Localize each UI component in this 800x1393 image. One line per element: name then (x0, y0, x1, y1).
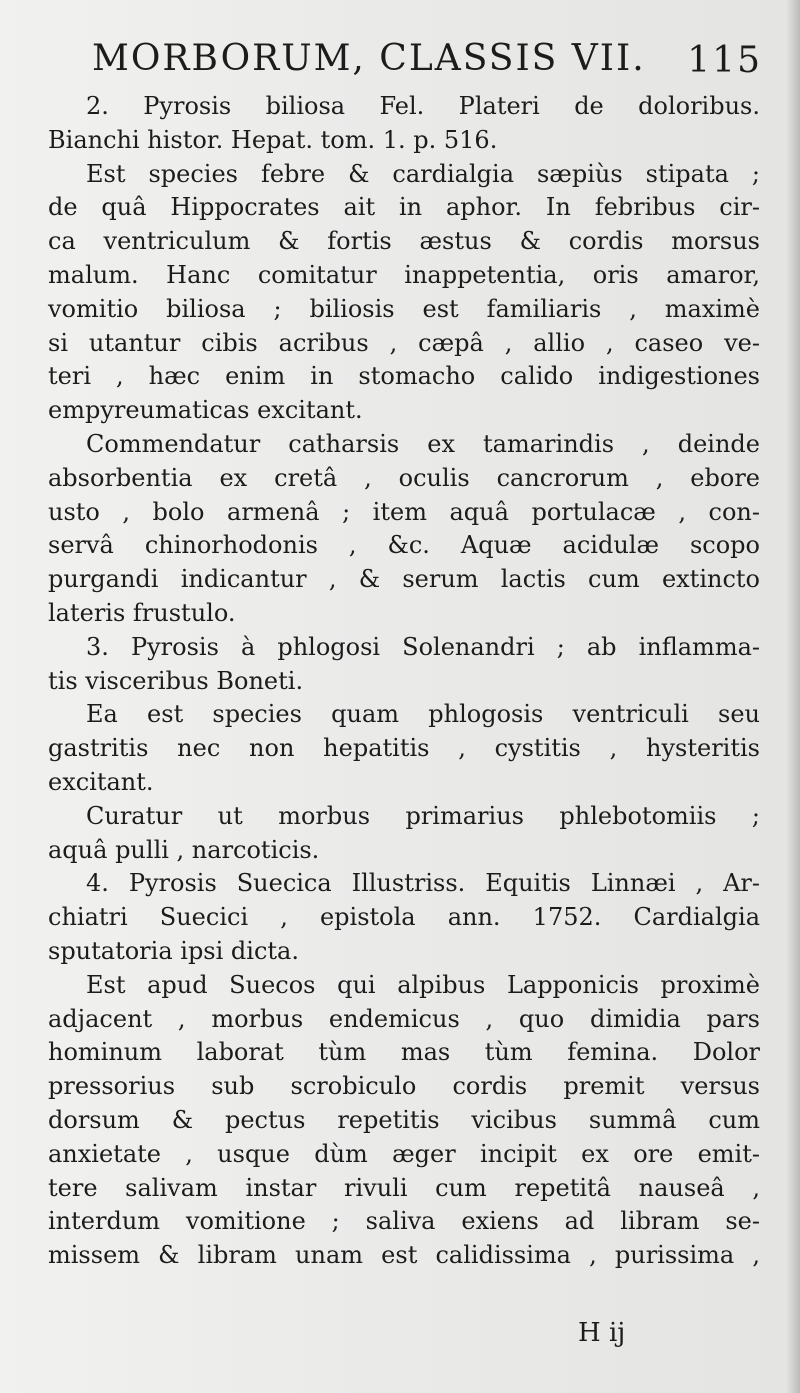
text-line: de quâ Hippocrates ait in aphor. In febribus cir- (48, 193, 760, 221)
text-line: 3. Pyrosis à phlogosi Solenandri ; ab inflamma- (86, 633, 760, 661)
text-line: si utantur cibis acribus , cæpâ , allio , caseo ve- (48, 329, 760, 357)
text-line: hominum laborat tùm mas tùm femina. Dolor (48, 1038, 760, 1066)
running-title: MORBORUM, CLASSIS VII. (92, 38, 646, 79)
text-line: gastritis nec non hepatitis , cystitis , hysteritis (48, 734, 760, 762)
text-line: absorbentia ex cretâ , oculis cancrorum , ebore (48, 464, 760, 492)
text-line: dorsum & pectus repetitis vicibus summâ cum (48, 1106, 760, 1134)
running-header (92, 38, 762, 88)
text-line: interdum vomitione ; saliva exiens ad libram se- (48, 1207, 760, 1235)
text-line: purgandi indicantur , & serum lactis cum extincto (48, 565, 760, 593)
text-line: lateris frustulo. (48, 599, 236, 627)
text-line: chiatri Suecici , epistola ann. 1752. Cardialgia (48, 903, 760, 931)
page-number: 115 (687, 40, 762, 81)
text-line: 4. Pyrosis Suecica Illustriss. Equitis Linnæi , Ar- (86, 869, 760, 897)
text-line: pressorius sub scrobiculo cordis premit versus (48, 1072, 760, 1100)
text-line: missem & libram unam est calidissima , purissima , (48, 1241, 760, 1269)
page-gutter-shadow (786, 0, 800, 1393)
text-line: Est apud Suecos qui alpibus Lapponicis proximè (86, 971, 760, 999)
text-line: Bianchi histor. Hepat. tom. 1. p. 516. (48, 126, 498, 154)
text-line: adjacent , morbus endemicus , quo dimidia pars (48, 1005, 760, 1033)
text-line: excitant. (48, 768, 154, 796)
text-line: anxietate , usque dùm æger incipit ex ore emit- (48, 1140, 760, 1168)
signature-mark: H ij (578, 1318, 626, 1348)
text-line: Commendatur catharsis ex tamarindis , deinde (86, 430, 760, 458)
text-line: Ea est species quam phlogosis ventriculi seu (86, 700, 760, 728)
text-line: aquâ pulli , narcoticis. (48, 836, 320, 864)
text-line: servâ chinorhodonis , &c. Aquæ acidulæ scopo (48, 531, 760, 559)
text-line: empyreumaticas excitant. (48, 396, 363, 424)
text-line: tere salivam instar rivuli cum repetitâ nauseâ , (48, 1174, 760, 1202)
text-line: malum. Hanc comitatur inappetentia, oris amaror, (48, 261, 760, 289)
text-line: 2. Pyrosis biliosa Fel. Plateri de doloribus. (86, 92, 760, 120)
text-line: tis visceribus Boneti. (48, 667, 304, 695)
text-line: Curatur ut morbus primarius phlebotomiis ; (86, 802, 760, 830)
text-line: ca ventriculum & fortis æstus & cordis morsus (48, 227, 760, 255)
text-line: vomitio biliosa ; biliosis est familiaris , maximè (48, 295, 760, 323)
text-line: sputatoria ipsi dicta. (48, 937, 299, 965)
text-line: usto , bolo armenâ ; item aquâ portulacæ , con- (48, 498, 760, 526)
text-line: Est species febre & cardialgia sæpiùs stipata ; (86, 160, 760, 188)
text-line: teri , hæc enim in stomacho calido indigestiones (48, 362, 760, 390)
